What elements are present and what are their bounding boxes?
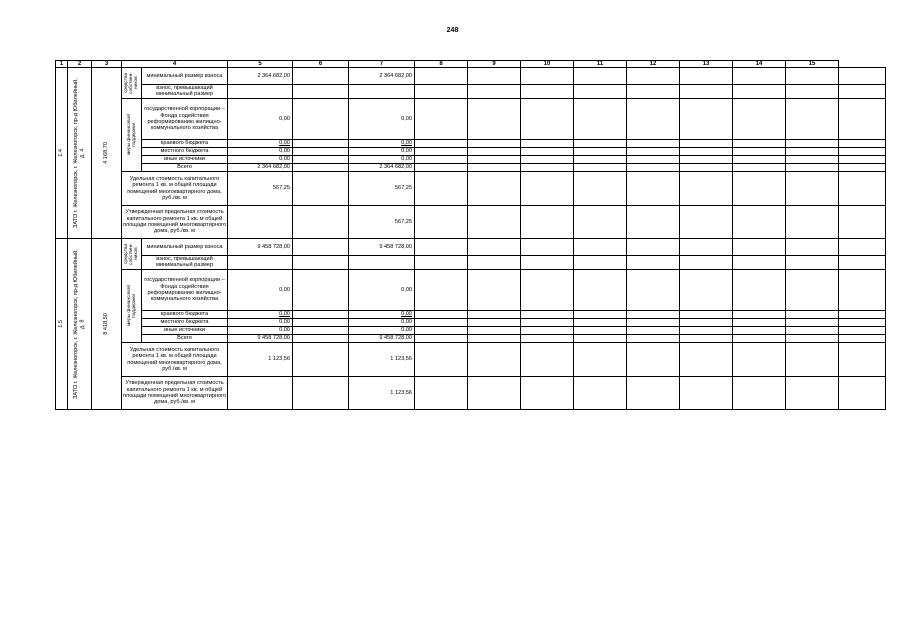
record-address-cell [68,239,92,410]
row-regional [56,140,886,148]
column-header: 11 [574,61,627,68]
row-total [56,164,886,172]
row-regional [56,311,886,319]
min-contribution-label: минимальный размер взноса [142,68,228,85]
other-value: 0,00 [228,327,293,335]
over-min-label: взнос, превышающий минимальный размер [142,255,228,269]
own-funds-cell [122,68,142,99]
local-value: 0,00 [228,319,293,327]
own-funds-label: средства собствен-ников [124,243,139,265]
header-row [56,61,886,68]
min-contribution-value: 2 364 682,00 [349,68,415,85]
other-label: иные источники [142,156,228,164]
record-number: 1.4 [58,149,65,157]
column-header: 4 [122,61,228,68]
fin-support-label: меры финансовой поддержки [126,285,137,327]
local-value: 0,00 [349,319,415,327]
record-address: ЗАТО г. Железногорск, г. Железногорск, пр-д Юбилейный, д. 8 [73,249,86,399]
unit-cost-label: Удельная стоимость капитального ремонта 1 кв. м общей площади помещений многоквартирного дома, руб./кв. м [122,343,228,377]
record-number: 1.5 [58,320,65,328]
unit-cost-value: 1 123,56 [349,343,415,377]
fund-label: государственной корпорации – Фонда содействия реформированию жилищно-коммунального хозяйства [142,99,228,140]
other-value: 0,00 [228,156,293,164]
regional-value: 0,00 [349,140,415,148]
column-header: 10 [521,61,574,68]
row-unit-cost [56,172,886,206]
regional-label: краевого бюджета [142,140,228,148]
record-area: 4 168,70 [103,142,110,164]
row-local [56,319,886,327]
min-contribution-value: 2 364 682,00 [228,68,293,85]
column-header: 9 [468,61,521,68]
regional-label: краевого бюджета [142,311,228,319]
column-header: 8 [415,61,468,68]
fin-support-label: меры финансовой поддержки [126,114,137,156]
fund-value: 0,00 [349,270,415,311]
page-number: 248 [446,27,459,34]
local-value: 0,00 [228,148,293,156]
over-min-label: взнос, превышающий минимальный размер [142,84,228,98]
other-value: 0,00 [349,327,415,335]
column-header: 15 [786,61,839,68]
max-cost-value: 1 123,56 [349,377,415,410]
column-header: 2 [68,61,92,68]
row-other [56,156,886,164]
record-area-cell [92,68,122,239]
row-local [56,148,886,156]
min-contribution-value: 9 458 728,00 [349,239,415,256]
row-min-contribution [56,239,886,256]
total-value: 2 364 682,00 [349,164,415,172]
column-header: 12 [627,61,680,68]
local-label: местного бюджета [142,148,228,156]
total-label: Всего [142,335,228,343]
row-fund [56,99,886,140]
fund-value: 0,00 [228,270,293,311]
row-min-contribution [56,68,886,85]
local-label: местного бюджета [142,319,228,327]
min-contribution-value: 9 458 728,00 [228,239,293,256]
regional-value: 0,00 [228,140,293,148]
other-value: 0,00 [349,156,415,164]
record-number-cell [56,68,68,239]
max-cost-value: 567,25 [349,206,415,239]
unit-cost-value: 567,25 [349,172,415,206]
row-max-cost [56,206,886,239]
row-max-cost [56,377,886,410]
row-over-min [56,255,886,269]
record-number-cell [56,239,68,410]
row-unit-cost [56,343,886,377]
other-label: иные источники [142,327,228,335]
fin-support-cell [122,99,142,172]
column-header: 6 [293,61,349,68]
fin-support-cell [122,270,142,343]
regional-value: 0,00 [228,311,293,319]
row-over-min [56,84,886,98]
fund-label: государственной корпорации – Фонда содействия реформированию жилищно-коммунального хозяйства [142,270,228,311]
total-value: 2 364 682,00 [228,164,293,172]
regional-value: 0,00 [349,311,415,319]
local-value: 0,00 [349,148,415,156]
column-header: 7 [349,61,415,68]
unit-cost-label: Удельная стоимость капитального ремонта 1 кв. м общей площади помещений многоквартирного дома, руб./кв. м [122,172,228,206]
min-contribution-label: минимальный размер взноса [142,239,228,256]
record-address: ЗАТО г. Железногорск, г. Железногорск, пр-д Юбилейный, д. 4 [73,78,86,228]
column-header: 1 [56,61,68,68]
total-value: 9 458 728,00 [228,335,293,343]
row-total [56,335,886,343]
own-funds-label: средства собствен-ников [124,72,139,94]
record-area-cell [92,239,122,410]
fund-value: 0,00 [228,99,293,140]
max-cost-label: Утвержденная предельная стоимость капитального ремонта 1 кв. м общей площади помещений многоквартирного дома, руб./кв. м [122,377,228,410]
capital-repair-table [55,60,886,410]
total-value: 9 458 728,00 [349,335,415,343]
record-address-cell [68,68,92,239]
column-header: 5 [228,61,293,68]
fund-value: 0,00 [349,99,415,140]
row-other [56,327,886,335]
unit-cost-value: 1 123,56 [228,343,293,377]
max-cost-label: Утвержденная предельная стоимость капитального ремонта 1 кв. м общей площади помещений многоквартирного дома, руб./кв. м [122,206,228,239]
column-header: 14 [733,61,786,68]
column-header: 3 [92,61,122,68]
column-header: 13 [680,61,733,68]
unit-cost-value: 567,25 [228,172,293,206]
row-fund [56,270,886,311]
record-area: 8 418,50 [103,313,110,335]
own-funds-cell [122,239,142,270]
total-label: Всего [142,164,228,172]
